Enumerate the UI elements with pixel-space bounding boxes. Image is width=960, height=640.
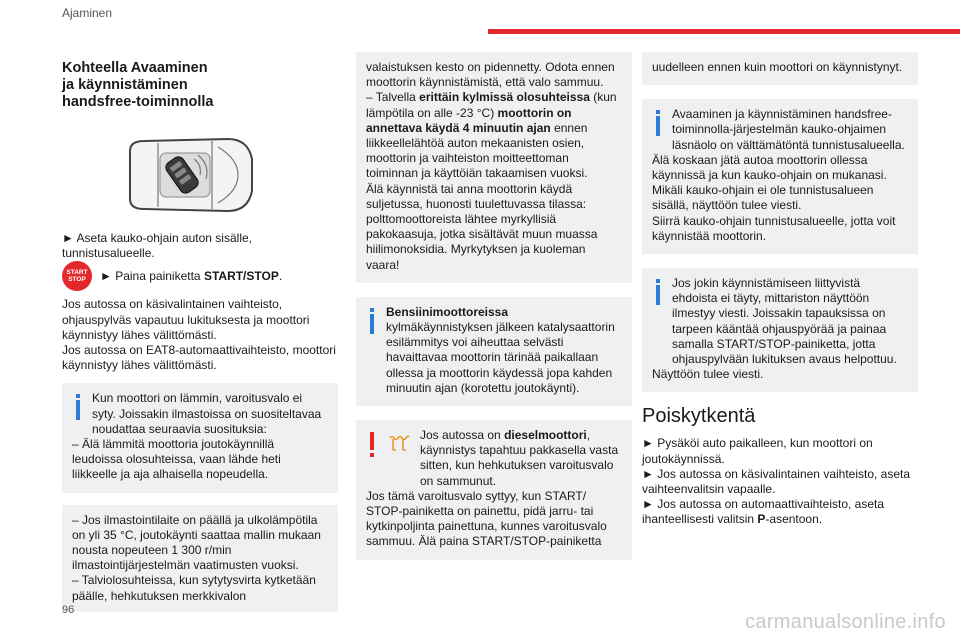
warning-text: Jos tämä varoitusvalo syttyy, kun START/ STOP-painiketta on painettu, pidä jarru- tai kytkinpoljinta painettuna, kunnes varoitusvalo sammuu. Älä paina START/STOP-painiketta xyxy=(366,488,607,549)
note-box xyxy=(62,505,338,612)
warning-icon xyxy=(366,428,380,458)
start-stop-button-icon xyxy=(62,261,92,291)
column-2 xyxy=(356,52,632,560)
body-paragraph: Jos autossa on käsivalintainen vaihteisto, ohjauspylväs vapautuu lukituksesta ja moottori käynnistyy lähes välittömästi. xyxy=(62,297,310,342)
icon-label: STOP xyxy=(68,276,86,284)
warning-text: Älä käynnistä tai anna moottorin käydä suljetussa, huonosti tuulettuvassa tilassa: polttomoottoreista lähtee myrkyllisiä pakokaasuja, jotka sisältävät muun muassa hiilimonoksidia. Myrkytyksen ja kuoleman vaara! xyxy=(366,181,598,272)
warning-box-continued xyxy=(642,52,918,85)
heading-line: Kohteella Avaaminen xyxy=(62,60,208,76)
header-accent-bar xyxy=(488,29,960,34)
step-text: ► Paina painiketta START/STOP. xyxy=(100,268,283,283)
start-step-line xyxy=(62,261,338,291)
info-icon xyxy=(72,391,86,421)
info-text: Kun moottori on lämmin, varoitusvalo ei syty. Joissakin ilmastoissa on suositeltavaa noudattaa seuraavia suosituksia: xyxy=(92,391,322,436)
warning-text: Jos autossa on dieselmoottori, käynnistys tapahtuu pakkasella vasta sitten, kun hehkutuksen varoitusvalo on sammunut. xyxy=(420,428,619,488)
info-box xyxy=(642,99,918,254)
section-heading xyxy=(62,60,338,111)
body-paragraph: Jos autossa on EAT8-automaattivaihteisto, moottori käynnistyy lähes välittömästi. xyxy=(62,343,336,373)
note-text: – Talviolosuhteissa, kun sytytysvirta kytketään päälle, hehkutuksen merkkivalon xyxy=(72,573,316,603)
note-text: – Talvella erittäin kylmissä olosuhteissa (kun lämpötila on alle -23 °C) moottorin on annettava käydä 4 minuutin ajan ennen liikkeellelähtöä auton mekaanisten osien, moottorin ja vaihteiston moitteettoman toiminnan ja käyttöiän takaamisen vuoksi. xyxy=(366,90,617,181)
page-number: 96 xyxy=(62,604,75,616)
info-text: Jos jokin käynnistämiseen liittyvistä ehdoista ei täyty, mittariston näyttöön ilmestyy viesti. Joissakin tapauksissa on tarpeen kääntää ohjauspyörää ja painaa samalla START/STOP-painiketta, jotta ohjauspylvään lukituksen avaus helpottuu. xyxy=(672,276,897,367)
car-key-illustration xyxy=(120,129,258,221)
warning-text: uudelleen ennen kuin moottori on käynnistynyt. xyxy=(652,60,903,74)
column-3 xyxy=(642,52,918,528)
note-text: valaistuksen kesto on pidennetty. Odota ennen moottorin käynnistämistä, että valo sammuu. xyxy=(366,60,615,90)
info-icon xyxy=(652,107,666,137)
step-text: ► Pysäköi auto paikalleen, kun moottori on joutokäynnissä. xyxy=(642,436,873,466)
info-box xyxy=(356,297,632,406)
info-icon xyxy=(366,305,380,335)
info-text: Bensiinimoottoreissa kylmäkäynnistyksen jälkeen katalysaattorin esilämmitys voi aiheuttaa selvästi havaittavaa moottorin tärinää paikallaan ollessa ja moottorin käydessä jopa kahden minuutin ajan (korotettu joutokäynti). xyxy=(386,304,615,395)
note-text: – Jos ilmastointilaite on päällä ja ulkolämpötila on yli 35 °C, joutokäynti saattaa mallin mukaan nousta nopeuteen 1 300 r/min ilmastointijärjestelmän vaatimusten vuoksi. xyxy=(72,512,321,573)
step-text: ► Aseta kauko-ohjain auton sisälle, tunnistusalueelle. xyxy=(62,231,252,261)
info-text: Näyttöön tulee viesti. xyxy=(652,367,764,382)
step-text: ► Jos autossa on käsivalintainen vaihteisto, aseta vaihteenvalitsin vapaalle. xyxy=(642,466,911,497)
info-text: Avaaminen ja käynnistäminen handsfree-toiminnolla-järjestelmän kauko-ohjaimen läsnäolo on välttämätöntä tunnistusalueella. xyxy=(672,107,905,152)
column-1 xyxy=(62,52,338,612)
section-title: Poiskytkentä xyxy=(642,405,756,428)
heading-line: handsfree-toiminnolla xyxy=(62,94,214,110)
watermark: carmanualsonline.info xyxy=(745,611,946,633)
info-icon xyxy=(652,276,666,306)
header-section-title: Ajaminen xyxy=(62,6,113,20)
note-box-continued xyxy=(356,52,632,283)
info-text: Mikäli kauko-ohjain ei ole tunnistusalueen sisällä, näyttöön tulee viesti. xyxy=(652,183,874,213)
glow-plug-icon xyxy=(388,434,410,452)
heading-line: ja käynnistäminen xyxy=(62,77,188,93)
step-text: ► Jos autossa on automaattivaihteisto, aseta ihanteellisesti valitsin P-asentoon. xyxy=(642,497,885,527)
icon-label: START xyxy=(66,269,88,277)
info-text: Älä koskaan jätä autoa moottorin ollessa käynnissä ja kun kauko-ohjain on mukanasi. xyxy=(652,152,887,183)
info-text: Siirrä kauko-ohjain tunnistusalueelle, jotta voit käynnistää moottorin. xyxy=(652,213,896,243)
info-box xyxy=(62,383,338,492)
warning-box xyxy=(356,420,632,560)
info-box xyxy=(642,268,918,392)
info-text: – Älä lämmitä moottoria joutokäynnillä leudoissa olosuhteissa, vaan lähde heti liikkeelle ja aja alhaisella nopeudella. xyxy=(72,437,281,482)
